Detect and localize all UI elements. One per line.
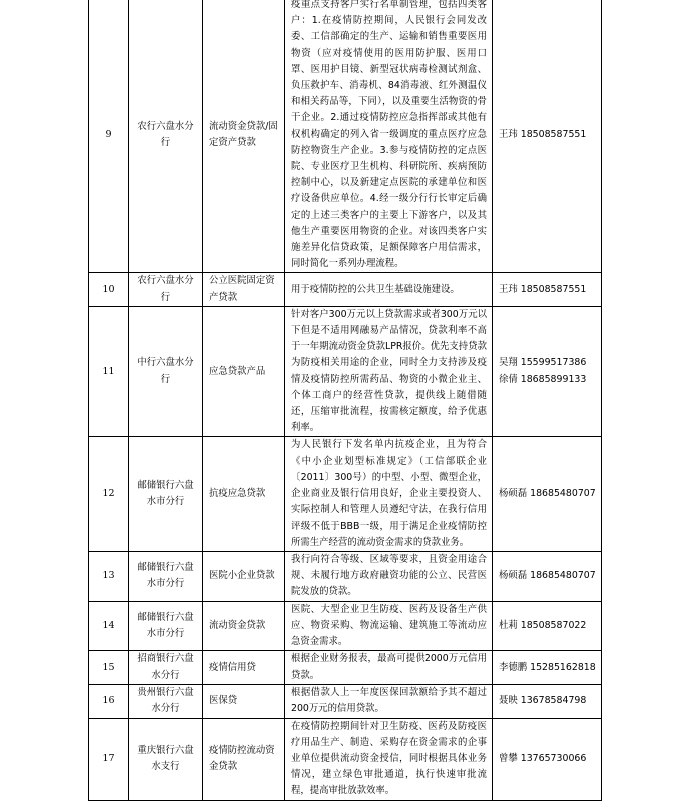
row-number: 14	[89, 601, 129, 651]
contact-cell	[493, 718, 602, 800]
table-row	[89, 601, 602, 651]
bank-loan-table	[88, 0, 602, 801]
row-number: 16	[89, 685, 129, 718]
table-row	[89, 718, 602, 800]
contact-cell	[493, 273, 602, 306]
product-description: 为人民银行下发名单内抗疫企业，且为符合《中小企业划型标准规定》（工信部联企业〔2011〕300号）的中型、小型、微型企业，企业商业及银行信用良好，企业主要投资人、实际控制人和管理人员遵纪守法，在我行信用评级不低于BBB一级，用于满足企业疫情防控所需生产经营的流动资金需求的贷款业务。	[285, 437, 493, 551]
product-description: 在疫情防控期间针对卫生防疫、医药及防疫医疗用品生产、制造、采购存在资金需求的企事业单位提供流动资金授信，同时根据具体业务情况，建立绿色审批通道，执行快速审批流程，提高审批放款效率。	[285, 718, 493, 800]
row-number: 17	[89, 718, 129, 800]
product-description: 医院、大型企业卫生防疫、医药及设备生产供应、物资采购、物流运输、建筑施工等流动应急资金需求。	[285, 601, 493, 651]
table-row	[89, 0, 602, 273]
product-description: 针对客户300万元以上贷款需求或者300万元以下但是不适用网融易产品情况，贷款利率不高于一年期流动资金贷款LPR报价。优先支持贷款为防疫相关用途的企业，同时全力支持涉及疫情及疫情防控所需药品、物资的小微企业主、个体工商户的经营性贷款，提供线上随借随还，压缩审批流程，按需核定额度，给予优惠利率。	[285, 306, 493, 437]
contact-person: 徐倩 18685899133	[499, 373, 587, 385]
row-number: 13	[89, 551, 129, 601]
contact-cell	[493, 306, 602, 437]
table-row	[89, 651, 602, 685]
product-description: 用于疫情防控的公共卫生基础设施建设。	[285, 273, 493, 306]
bank-name: 农行六盘水分行	[129, 273, 203, 306]
product-description: 根据借款人上一年度医保回款额给予其不超过200万元的信用贷款。	[285, 685, 493, 718]
contact-cell	[493, 601, 602, 651]
loan-product: 医保贷	[203, 685, 285, 718]
contact-person: 聂映 13678584798	[499, 695, 587, 707]
loan-product: 疫情防控流动资金贷款	[203, 718, 285, 800]
loan-product: 抗疫应急贷款	[203, 437, 285, 551]
table-row	[89, 306, 602, 437]
bank-name: 中行六盘水分行	[129, 306, 203, 437]
row-number: 15	[89, 651, 129, 685]
table-row	[89, 437, 602, 551]
row-number: 12	[89, 437, 129, 551]
loan-product: 医院小企业贷款	[203, 551, 285, 601]
table-row	[89, 273, 602, 306]
loan-product: 应急贷款产品	[203, 306, 285, 437]
bank-name: 重庆银行六盘水支行	[129, 718, 203, 800]
contact-person: 杜莉 18508587022	[499, 619, 587, 631]
loan-product: 公立医院固定资产贷款	[203, 273, 285, 306]
bank-name: 贵州银行六盘水分行	[129, 685, 203, 718]
contact-person: 曾攀 13765730066	[499, 752, 587, 764]
contact-cell	[493, 0, 602, 273]
bank-name: 邮储银行六盘水市分行	[129, 551, 203, 601]
contact-person: 杨硕磊 18685480707	[499, 570, 596, 582]
table-row	[89, 551, 602, 601]
contact-cell	[493, 651, 602, 685]
row-number: 10	[89, 273, 129, 306]
loan-product: 流动资金贷款/固定资产贷款	[203, 0, 285, 273]
bank-name: 农行六盘水分行	[129, 0, 203, 273]
contact-person: 杨硕磊 18685480707	[499, 488, 596, 500]
contact-cell	[493, 551, 602, 601]
contact-person: 李德鹏 15285162818	[499, 661, 596, 673]
loan-product: 疫情信用贷	[203, 651, 285, 685]
product-description: 疫重点支持客户实行名单制管理，包括四类客户：1.在疫情防控期间，人民银行会同发改委、工信部确定的生产、运输和销售重要医用物资（应对疫情使用的医用防护服、医用口罩、医用护目镜、新型冠状病毒检测试剂盒、负压救护车、消毒机、84消毒液、红外测温仪和相关药品等，下同），以及重要生活物资的骨干企业。2.通过疫情防控应急指挥部或其他有权机构确定的列入省一级调度的重点医疗应急防控物资生产企业。3.参与疫情防控的定点医院、专业医疗卫生机构、科研院所、疾病预防控制中心，以及新建定点医院的承建单位和医疗设备供应单位。4.经一级分行行长审定后确定的上述三类客户的主要上下游客户，以及其他生产重要医用物资的企业。对该四类客户实施差异化信贷政策，足额保障客户用信需求，同时简化一系列办理流程。	[285, 0, 493, 273]
row-number: 11	[89, 306, 129, 437]
contact-cell	[493, 685, 602, 718]
contact-person: 吴翔 15599517386	[499, 357, 587, 369]
contact-person: 王玮 18508587551	[499, 128, 587, 140]
table-row	[89, 685, 602, 718]
contact-cell	[493, 437, 602, 551]
product-description: 根据企业财务报表，最高可提供2000万元信用贷款。	[285, 651, 493, 685]
row-number: 9	[89, 0, 129, 273]
contact-person: 王玮 18508587551	[499, 283, 587, 295]
loan-product: 流动资金贷款	[203, 601, 285, 651]
bank-name: 邮储银行六盘水市分行	[129, 437, 203, 551]
bank-name: 招商银行六盘水分行	[129, 651, 203, 685]
product-description: 我行向符合等级、区域等要求，且资金用途合规、未履行地方政府融资功能的公立、民营医院发放的贷款。	[285, 551, 493, 601]
bank-name: 邮储银行六盘水市分行	[129, 601, 203, 651]
